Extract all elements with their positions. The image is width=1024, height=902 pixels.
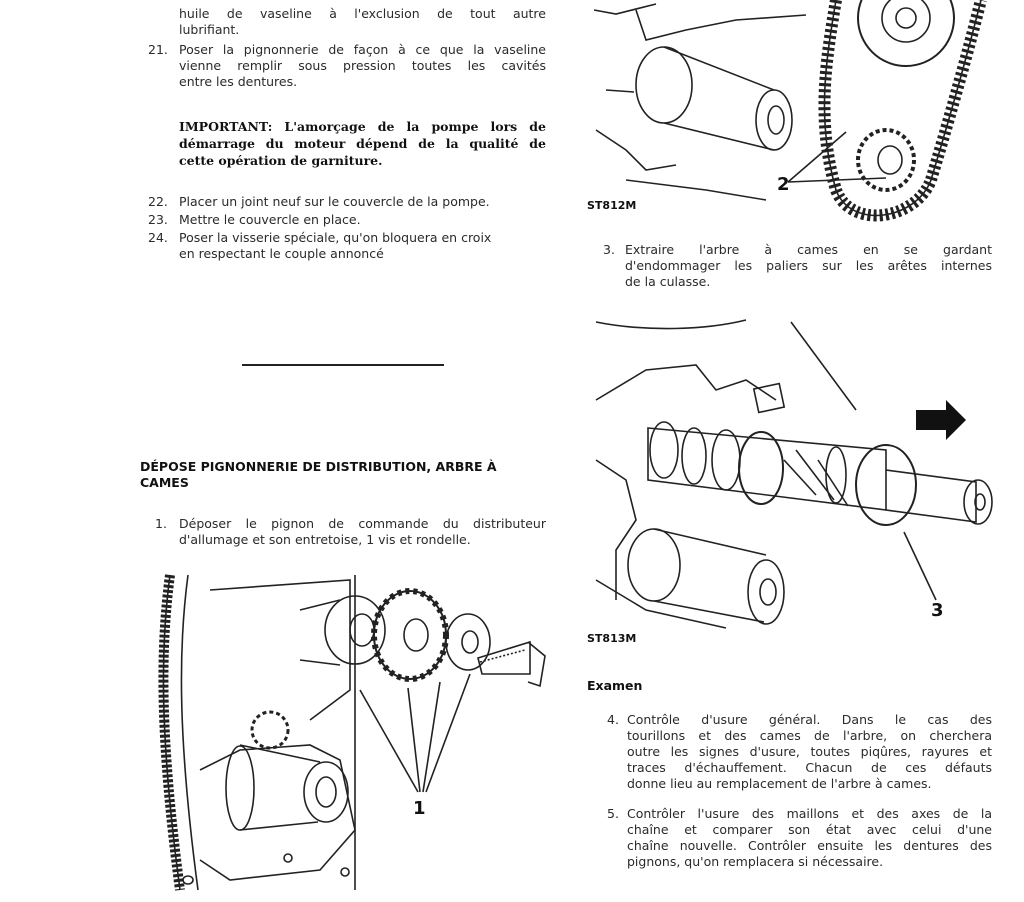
step-4 [607,712,992,798]
important-note [179,118,546,169]
step-5-line-1: Contrôler l'usure des maillons et des axes de la [627,806,992,821]
step-24 [148,230,546,264]
step-4-line-1: Contrôle d'usure général. Dans le cas des [627,712,992,727]
step-21 [148,42,546,94]
step-4-line-2: tourillons et des cames de l'arbre, on cherchera [627,728,992,743]
section-heading-line-2: CAMES [140,475,189,490]
step-5-line-3: chaîne nouvelle. Contrôler ensuite les dentures des [627,838,992,853]
callout-1: 1 [413,798,426,819]
step-3-line-1: Extraire l'arbre à cames en se gardant [625,242,992,257]
step-1-line-1: Déposer le pignon de commande du distributeur [179,516,546,531]
step-22 [148,194,546,210]
step-3-line-2: d'endommager les paliers sur les arêtes internes [625,258,992,273]
callout-2: 2 [777,174,790,195]
important-line-2: démarrage du moteur dépend de la qualité de [179,136,546,151]
step-23-line-1: Mettre le couvercle en place. [179,212,361,227]
camshaft-illustration [586,310,998,628]
distributor-gear-illustration [140,570,560,902]
step-21-line-1: Poser la pignonnerie de façon à ce que la vaseline [179,42,546,57]
step-4-line-3: outre les signes d'usure, toutes piqûres, rayures et [627,744,992,759]
step-21-line-3: entre les dentures. [179,74,298,89]
step-24-line-2: en respectant le couple annoncé [179,246,384,261]
section-heading [140,459,540,491]
step-1-line-2: d'allumage et son entretoise, 1 vis et rondelle. [179,532,471,547]
step-24-line-1: Poser la visserie spéciale, qu'on bloquera en croix [179,230,492,245]
step-1-number: 1. [155,516,167,531]
step-22-number: 22. [148,194,168,209]
important-line-3: cette opération de garniture. [179,153,383,168]
step-24-number: 24. [148,230,168,245]
step-4-number: 4. [607,712,619,727]
timing-chain-illustration [586,0,998,220]
step-3 [603,242,992,294]
step-21-number: 21. [148,42,168,57]
figure-label-st812m: ST812M [587,199,637,212]
step-5-number: 5. [607,806,619,821]
step-4-line-4: traces d'échauffement. Chacun de ces défauts [627,760,992,775]
step-22-line-1: Placer un joint neuf sur le couvercle de la pompe. [179,194,490,209]
section-divider [242,364,444,366]
step-5-line-4: pignons, qu'on remplacera si nécessaire. [627,854,884,869]
step-20-line-2: lubrifiant. [179,22,240,37]
step-3-line-3: de la culasse. [625,274,711,289]
step-5 [607,806,992,876]
step-4-line-5: donne lieu au remplacement de l'arbre à cames. [627,776,932,791]
section-heading-line-1: DÉPOSE PIGNONNERIE DE DISTRIBUTION, ARBRE À [140,459,497,474]
step-1 [155,516,546,550]
step-20-continuation [148,6,546,38]
step-3-number: 3. [603,242,615,257]
step-20-line-1: huile de vaseline à l'exclusion de tout autre [179,6,546,21]
step-21-line-2: vienne remplir sous pression toutes les cavités [179,58,546,73]
examen-heading: Examen [587,678,643,693]
figure-label-st813m: ST813M [587,632,637,645]
callout-3: 3 [931,600,944,621]
step-5-line-2: chaîne et comparer son état avec celui d'une [627,822,992,837]
important-line-1: IMPORTANT: L'amorçage de la pompe lors de [179,119,546,134]
step-23-number: 23. [148,212,168,227]
step-23 [148,212,546,228]
right-arrow-icon [916,400,966,440]
